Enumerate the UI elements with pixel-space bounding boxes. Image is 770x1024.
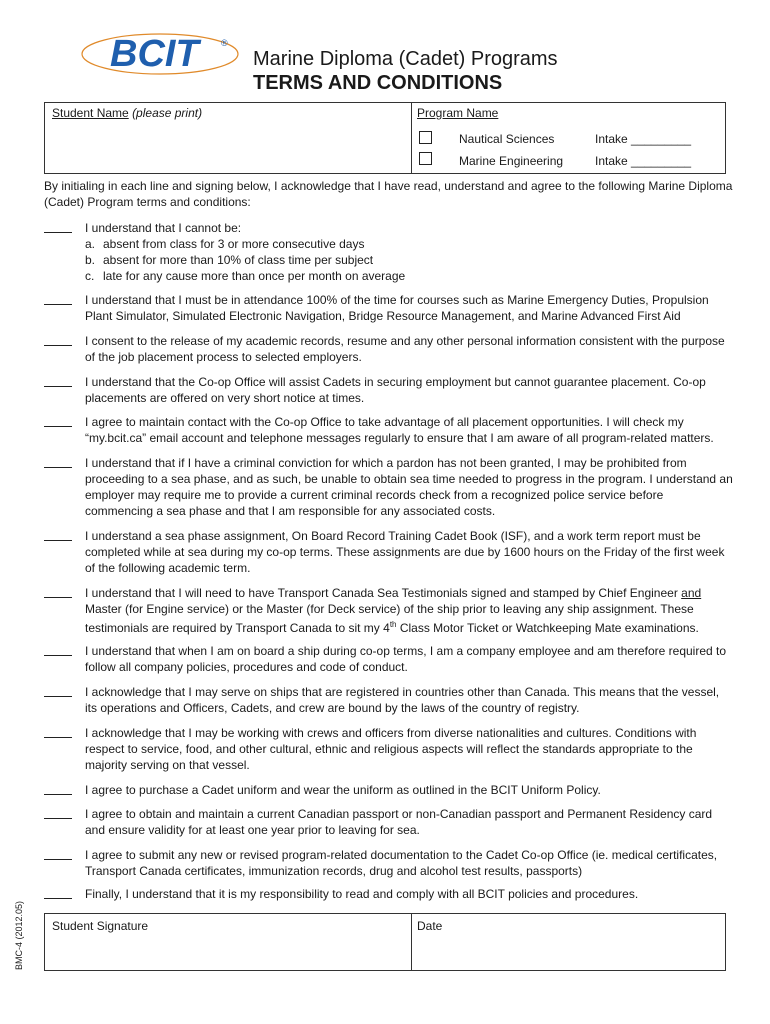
term-text: I agree to submit any new or revised program-related documentation to the Cadet Co-op Office (ie. medical certificates, Transport Canada certificates, immunization records, drug and alcohol test results, passports) [85,848,718,878]
term-text: Finally, I understand that it is my responsibility to read and comply with all BCIT policies and procedures. [85,887,639,901]
nautical-sciences-checkbox[interactable] [419,131,432,144]
intro-paragraph: By initialing in each line and signing below, I acknowledge that I have read, understand and agree to the following Marine Diploma (Cadet) Program terms and conditions: [44,179,733,209]
student-signature-field[interactable]: Student Signature [52,919,149,933]
initial-line[interactable] [44,818,72,819]
initial-line[interactable] [44,540,72,541]
term-item [44,847,734,879]
term-text: I agree to maintain contact with the Co-op Office to take advantage of all placement opportunities. I will check my “my.bcit.ca” email account and telephone messages regularly to ensure that I am aware of all program-related matters. [85,415,714,445]
term-item [44,886,734,902]
term-text: I understand that if I have a criminal conviction for which a pardon has not been granted, I may be prohibited from proceeding to a sea phase, and as such, be unable to obtain sea time needed to progress in the program. I understand an employer may require me to provide a current criminal records check from a recognized police service before commencing a sea phase and that I am responsible for any associated costs. [85,456,733,518]
initial-line[interactable] [44,696,72,697]
term-item [44,585,734,636]
initial-line[interactable] [44,304,72,305]
logo-text: BCIT [110,33,199,75]
sub-item: c. late for any cause more than once per month on average [85,269,406,283]
form-code: BMC-4 (2012.05) [14,900,24,970]
initial-line[interactable] [44,597,72,598]
student-name-field[interactable] [52,106,202,120]
term-item [44,725,734,773]
term-text: I understand that the Co-op Office will assist Cadets in securing employment but cannot guarantee placement. Co-op placements are offered on very short notice at times. [85,375,706,405]
initial-line[interactable] [44,232,72,233]
sub-item: a. absent from class for 3 or more consecutive days [85,237,365,251]
program-option-label: Marine Engineering [459,154,564,168]
term-text: I understand that I will need to have Transport Canada Sea Testimonials signed and stamped by Chief Engineer and Master (for Engine service) or the Master (for Deck service) of the ship prior to leaving any ship assignment. These testimonials are required by Transport Canada to sit my 4th Class Motor Ticket or Watchkeeping Mate examinations. [85,586,702,635]
initial-line[interactable] [44,794,72,795]
term-text: I understand that when I am on board a ship during co-op terms, I am a company employee and am therefore required to follow all company policies, procedures and code of conduct. [85,644,727,674]
sub-item: b. absent for more than 10% of class time per subject [85,253,374,267]
marine-engineering-checkbox[interactable] [419,152,432,165]
initial-line[interactable] [44,467,72,468]
term-text: I consent to the release of my academic records, resume and any other personal information consistent with the purpose of the job placement process to selected employers. [85,334,725,364]
term-text: I understand that I cannot be: [85,221,242,235]
term-item [44,374,734,406]
initial-line[interactable] [44,345,72,346]
term-item [44,643,734,675]
student-name-hint: (please print) [132,106,203,120]
term-item [44,806,734,838]
term-text: I acknowledge that I may be working with crews and officers from diverse nationalities and cultures. Conditions with respect to service, food, and other cultural, ethnic and religious aspects will reflect the standards appropriate to the majority serving on that vessel. [85,726,697,772]
term-item [44,455,734,519]
term-text: I agree to purchase a Cadet uniform and wear the uniform as outlined in the BCIT Uniform Policy. [85,783,601,797]
student-info-box [44,102,726,174]
initial-line[interactable] [44,655,72,656]
term-item [44,333,734,365]
term-item [44,220,734,284]
student-name-label: Student Name [52,106,129,120]
initial-line[interactable] [44,426,72,427]
term-text: I agree to obtain and maintain a current Canadian passport or non-Canadian passport and Permanent Residency card and ensure validity for at least one year prior to leaving for sea. [85,807,713,837]
box-divider [411,103,412,173]
signature-box [44,913,726,971]
program-name-label: Program Name [417,106,499,120]
term-item [44,528,734,576]
initial-line[interactable] [44,386,72,387]
date-field[interactable]: Date [417,919,443,933]
term-text: I understand that I must be in attendance 100% of the time for courses such as Marine Emergency Duties, Propulsion Plant Simulator, Simulated Electronic Navigation, Bridge Resource Management, and Marine Advanced First Aid [85,293,709,323]
term-item [44,414,734,446]
term-text: I acknowledge that I may serve on ships that are registered in countries other than Canada. This means that the vessel, its operations and Officers, Cadets, and crew are bound by the laws of the country of registry. [85,685,720,715]
svg-text:®: ® [221,38,228,48]
box-divider [411,914,412,970]
term-item [44,684,734,716]
term-item [44,292,734,324]
page-subtitle: TERMS AND CONDITIONS [253,72,503,94]
page-title: Marine Diploma (Cadet) Programs [253,48,558,70]
term-item [44,782,734,798]
initial-line[interactable] [44,859,72,860]
initial-line[interactable] [44,737,72,738]
intake-field[interactable]: Intake _________ [595,132,692,146]
term-text: I understand a sea phase assignment, On Board Record Training Cadet Book (ISF), and a work term report must be completed while at sea during my co-op terms. These assignments are due by 1600 hours on the Friday of the first week of the following academic term. [85,529,725,575]
program-option-label: Nautical Sciences [459,132,555,146]
bcit-logo [80,32,250,92]
intake-field[interactable]: Intake _________ [595,154,692,168]
initial-line[interactable] [44,898,72,899]
